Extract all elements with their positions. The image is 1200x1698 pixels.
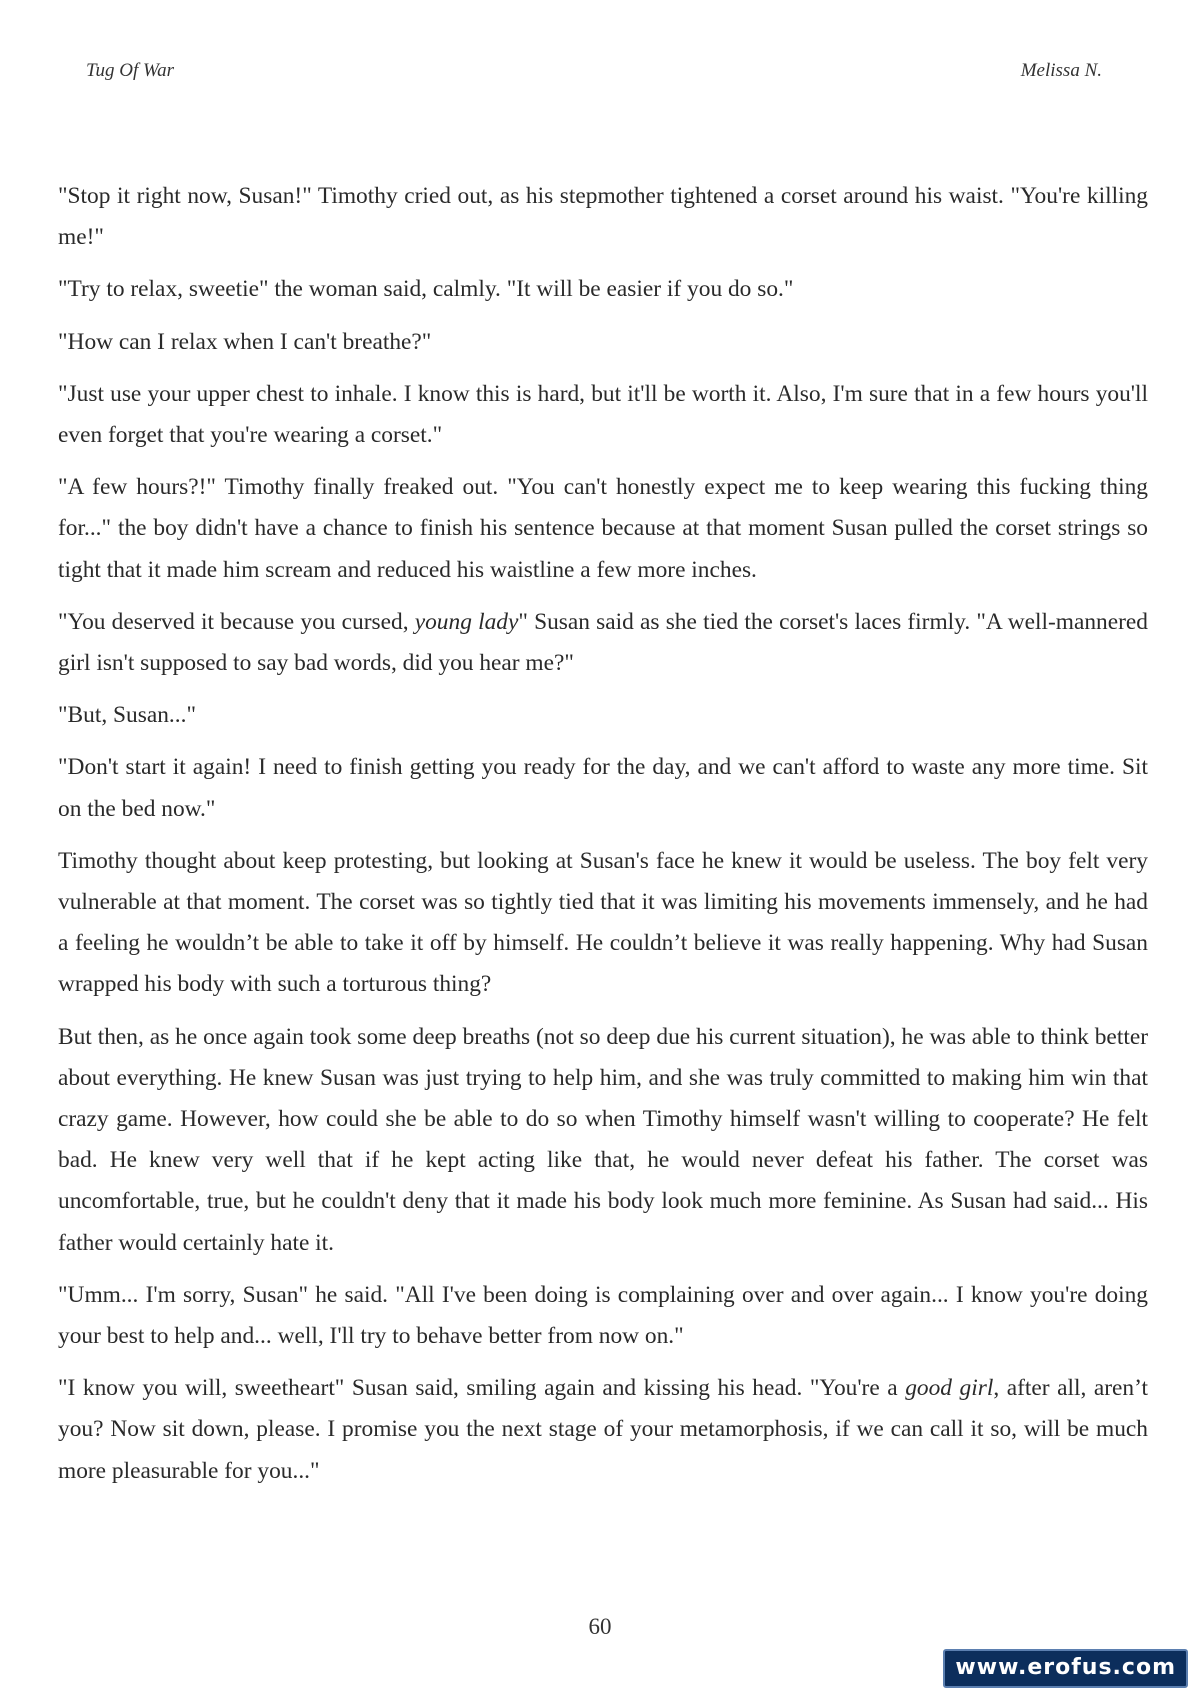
paragraph: But then, as he once again took some deep breaths (not so deep due his current situation), he was able to think better about everything. He knew Susan was just trying to help him, and she was truly committed to making him win that crazy game. However, how could she be able to do so when Timothy himself wasn't willing to cooperate? He felt bad. He knew very well that if he kept acting like that, he would never defeat his father. The corset was uncomfortable, true, but he couldn't deny that it made his body look much more feminine. As Susan had said... His father would certainly hate it. — [58, 1023, 1148, 1256]
paragraph: "How can I relax when I can't breathe?" — [58, 328, 432, 355]
running-author: Melissa N. — [1020, 60, 1102, 81]
paragraph: "I know you will, sweetheart" Susan said, smiling again and kissing his head. "You're a good girl, after all, aren’t you? Now sit down, please. I promise you the next stage of your metamorphosis, if we can call it so, will be much more pleasurable for you..." — [58, 1375, 1148, 1484]
body-text — [58, 176, 1148, 1503]
paragraph: "You deserved it because you cursed, young lady" Susan said as she tied the corset's laces firmly. "A well-mannered girl isn't supposed to say bad words, did you hear me?" — [58, 608, 1148, 677]
italic-phrase: young lady — [414, 608, 519, 635]
paragraph: "But, Susan..." — [58, 702, 197, 729]
page-number: 60 — [588, 1614, 612, 1639]
paragraph: "A few hours?!" Timothy finally freaked out. "You can't honestly expect me to keep wearing this fucking thing for..." the boy didn't have a chance to finish his sentence because at that moment Susan pulled the corset strings so tight that it made him scream and reduced his waistline a few more inches. — [58, 474, 1148, 583]
paragraph: "Umm... I'm sorry, Susan" he said. "All I've been doing is complaining over and over again... I know you're doing your best to help and... well, I'll try to behave better from now on." — [58, 1281, 1148, 1350]
watermark: www.erofus.com — [943, 1649, 1188, 1688]
running-title: Tug Of War — [86, 60, 174, 81]
paragraph: "Stop it right now, Susan!" Timothy cried out, as his stepmother tightened a corset around his waist. "You're killing me!" — [58, 183, 1148, 251]
paragraph: "Don't start it again! I need to finish getting you ready for the day, and we can't afford to waste any more time. Sit on the bed now." — [58, 754, 1148, 822]
paragraph: Timothy thought about keep protesting, but looking at Susan's face he knew it would be useless. The boy felt very vulnerable at that moment. The corset was so tightly tied that it was limiting his movements immensely, and he had a feeling he wouldn’t be able to take it off by himself. He couldn’t believe it was really happening. Why had Susan wrapped his body with such a torturous thing? — [58, 847, 1148, 998]
italic-phrase: good girl — [905, 1375, 994, 1402]
paragraph: "Try to relax, sweetie" the woman said, calmly. "It will be easier if you do so." — [58, 276, 794, 303]
paragraph: "Just use your upper chest to inhale. I know this is hard, but it'll be worth it. Also, I'm sure that in a few hours you'll even forget that you're wearing a corset." — [58, 380, 1148, 449]
